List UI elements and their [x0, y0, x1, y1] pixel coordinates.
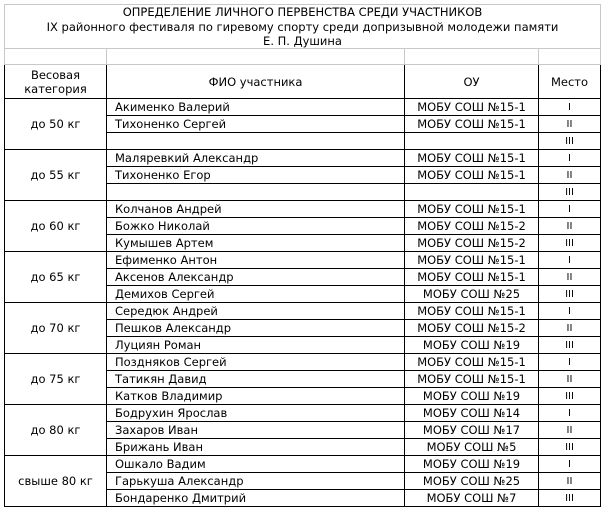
- sheet-subtitle-line-1: IX районного фестиваля по гиревому спорту среди допризывной молодежи памяти: [5, 20, 601, 34]
- participant-name-cell: Захаров Иван: [107, 422, 405, 439]
- place-cell: I: [539, 252, 601, 269]
- column-header-category: Весовая категория: [5, 65, 107, 99]
- weight-category-cell: до 55 кг: [5, 150, 107, 201]
- place-cell: III: [539, 184, 601, 201]
- column-header-place: Место: [539, 65, 601, 99]
- participant-name-cell: Кумышев Артем: [107, 235, 405, 252]
- weight-category-cell: свыше 80 кг: [5, 456, 107, 507]
- place-cell: II: [539, 269, 601, 286]
- participant-name-cell: Бондаренко Дмитрий: [107, 490, 405, 507]
- place-cell: I: [539, 456, 601, 473]
- table-row: [5, 252, 601, 269]
- participant-name-cell: Катков Владимир: [107, 388, 405, 405]
- school-cell: МОБУ СОШ №15-1: [405, 269, 539, 286]
- weight-category-cell: до 60 кг: [5, 201, 107, 252]
- place-cell: I: [539, 99, 601, 116]
- place-cell: III: [539, 235, 601, 252]
- school-cell: МОБУ СОШ №15-1: [405, 371, 539, 388]
- participant-name-cell: Акименко Валерий: [107, 99, 405, 116]
- place-cell: III: [539, 439, 601, 456]
- participant-name-cell: Тихоненко Сергей: [107, 116, 405, 133]
- school-cell: МОБУ СОШ №19: [405, 456, 539, 473]
- school-cell: МОБУ СОШ №19: [405, 388, 539, 405]
- sheet-title: ОПРЕДЕЛЕНИЕ ЛИЧНОГО ПЕРВЕНСТВА СРЕДИ УЧАСТНИКОВ: [5, 5, 601, 21]
- place-cell: I: [539, 201, 601, 218]
- table-row: [5, 405, 601, 422]
- place-cell: II: [539, 116, 601, 133]
- place-cell: II: [539, 422, 601, 439]
- participant-name-cell: Брижань Иван: [107, 439, 405, 456]
- participant-name-cell: Божко Николай: [107, 218, 405, 235]
- school-cell: МОБУ СОШ №15-1: [405, 201, 539, 218]
- place-cell: I: [539, 150, 601, 167]
- participant-name-cell: Луциян Роман: [107, 337, 405, 354]
- place-cell: II: [539, 167, 601, 184]
- school-cell: МОБУ СОШ №15-1: [405, 354, 539, 371]
- school-cell: МОБУ СОШ №15-1: [405, 303, 539, 320]
- weight-category-cell: до 80 кг: [5, 405, 107, 456]
- participant-name-cell: [107, 184, 405, 201]
- table-row: [5, 456, 601, 473]
- school-cell: МОБУ СОШ №15-2: [405, 235, 539, 252]
- place-cell: III: [539, 490, 601, 507]
- school-cell: МОБУ СОШ №25: [405, 473, 539, 490]
- school-cell: МОБУ СОШ №15-2: [405, 218, 539, 235]
- school-cell: МОБУ СОШ №15-1: [405, 167, 539, 184]
- school-cell: МОБУ СОШ №14: [405, 405, 539, 422]
- place-cell: I: [539, 303, 601, 320]
- table-row: [5, 99, 601, 116]
- sheet-subtitle-line-2: Е. П. Душина: [5, 34, 601, 49]
- place-cell: I: [539, 354, 601, 371]
- participant-name-cell: Маляревкий Александр: [107, 150, 405, 167]
- table-row: [5, 201, 601, 218]
- results-sheet: [4, 4, 600, 507]
- school-cell: МОБУ СОШ №19: [405, 337, 539, 354]
- weight-category-cell: до 65 кг: [5, 252, 107, 303]
- school-cell: МОБУ СОШ №15-1: [405, 252, 539, 269]
- school-cell: МОБУ СОШ №7: [405, 490, 539, 507]
- place-cell: II: [539, 371, 601, 388]
- participant-name-cell: Гарькуша Александр: [107, 473, 405, 490]
- column-header-school: ОУ: [405, 65, 539, 99]
- place-cell: II: [539, 218, 601, 235]
- weight-category-cell: до 75 кг: [5, 354, 107, 405]
- school-cell: МОБУ СОШ №15-1: [405, 99, 539, 116]
- column-header-name: ФИО участника: [107, 65, 405, 99]
- place-cell: II: [539, 473, 601, 490]
- participant-name-cell: Середюк Андрей: [107, 303, 405, 320]
- results-body: [5, 99, 601, 507]
- place-cell: III: [539, 133, 601, 150]
- weight-category-cell: до 70 кг: [5, 303, 107, 354]
- place-cell: III: [539, 286, 601, 303]
- table-row: [5, 150, 601, 167]
- school-cell: МОБУ СОШ №15-1: [405, 116, 539, 133]
- participant-name-cell: Татикян Давид: [107, 371, 405, 388]
- participant-name-cell: [107, 133, 405, 150]
- table-row: [5, 354, 601, 371]
- place-cell: III: [539, 388, 601, 405]
- school-cell: МОБУ СОШ №15-2: [405, 320, 539, 337]
- participant-name-cell: Ефименко Антон: [107, 252, 405, 269]
- participant-name-cell: Демихов Сергей: [107, 286, 405, 303]
- table-row: [5, 303, 601, 320]
- participant-name-cell: Ошкало Вадим: [107, 456, 405, 473]
- participant-name-cell: Колчанов Андрей: [107, 201, 405, 218]
- school-cell: [405, 133, 539, 150]
- participant-name-cell: Пешков Александр: [107, 320, 405, 337]
- participant-name-cell: Тихоненко Егор: [107, 167, 405, 184]
- school-cell: МОБУ СОШ №5: [405, 439, 539, 456]
- school-cell: [405, 184, 539, 201]
- spacer-row: [5, 49, 601, 65]
- results-table: [4, 4, 601, 507]
- participant-name-cell: Бодрухин Ярослав: [107, 405, 405, 422]
- weight-category-cell: до 50 кг: [5, 99, 107, 150]
- column-header-row: [5, 65, 601, 99]
- place-cell: I: [539, 405, 601, 422]
- participant-name-cell: Поздняков Сергей: [107, 354, 405, 371]
- participant-name-cell: Аксенов Александр: [107, 269, 405, 286]
- place-cell: II: [539, 320, 601, 337]
- place-cell: III: [539, 337, 601, 354]
- school-cell: МОБУ СОШ №15-1: [405, 150, 539, 167]
- school-cell: МОБУ СОШ №25: [405, 286, 539, 303]
- school-cell: МОБУ СОШ №17: [405, 422, 539, 439]
